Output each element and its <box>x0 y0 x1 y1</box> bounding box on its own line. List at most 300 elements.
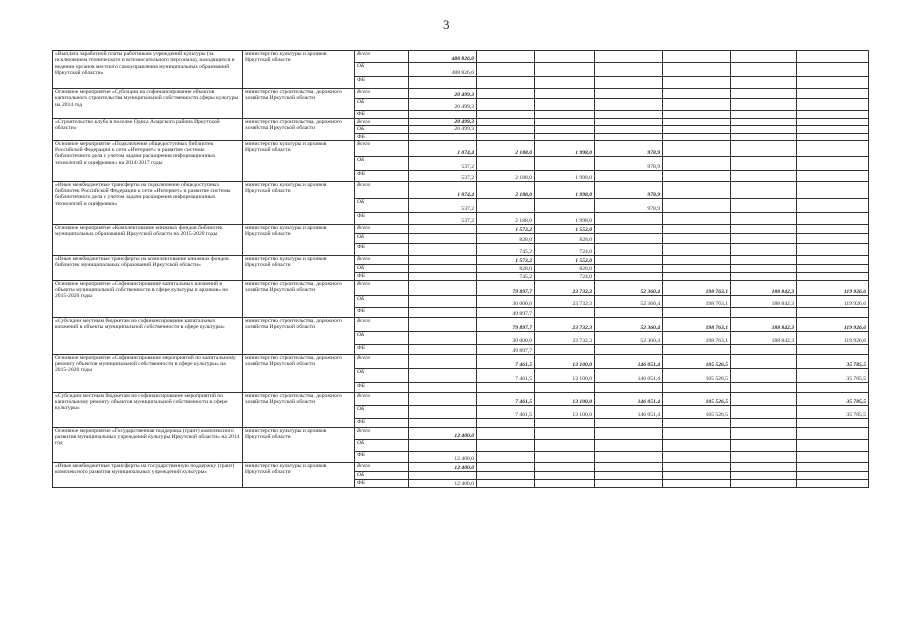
amount-cell <box>731 354 797 368</box>
amount-cell <box>535 156 595 170</box>
funding-source: ФБ <box>355 133 409 140</box>
amount-cell <box>663 89 731 99</box>
executor: министерство строительства, дорожного хозяйства Иркутской области <box>243 317 355 354</box>
page-number: 3 <box>443 17 450 32</box>
amount-cell <box>535 89 595 99</box>
amount-cell: 20 499,3 <box>409 89 477 99</box>
amount-cell <box>409 382 477 392</box>
amount-cell <box>595 439 663 451</box>
amount-cell <box>595 471 663 479</box>
amount-cell <box>595 462 663 471</box>
measure-name: «Субсидии местным бюджетам на софинансирование капитальных вложений в объекты муниципальной собственности в сфере культуры» <box>53 317 243 354</box>
amount-cell <box>797 170 869 181</box>
amount-cell: 828,0 <box>535 264 595 272</box>
amount-cell <box>409 264 477 272</box>
measure-name: Основное мероприятие «Софинансирование мероприятий по капитальному ремонту объектов муниципальной собственности в сфере культуры» на 2015-2020 годы <box>53 354 243 392</box>
amount-cell <box>663 307 731 317</box>
amount-cell: 23 732,3 <box>535 317 595 331</box>
amount-cell <box>409 354 477 368</box>
amount-cell <box>535 479 595 487</box>
amount-cell: 745,2 <box>477 243 535 255</box>
amount-cell <box>731 77 797 89</box>
table-row <box>53 354 869 368</box>
amount-cell <box>797 77 869 89</box>
amount-cell <box>535 119 595 126</box>
amount-cell: 978,9 <box>595 140 663 156</box>
amount-cell <box>409 280 477 295</box>
funding-source: ОБ <box>355 439 409 451</box>
funding-source: ФБ <box>355 272 409 280</box>
amount-cell <box>797 198 869 212</box>
amount-cell <box>797 382 869 392</box>
amount-cell <box>595 344 663 354</box>
amount-cell: 52 360,4 <box>595 295 663 307</box>
amount-cell <box>595 272 663 280</box>
amount-cell: 119 926,6 <box>797 280 869 295</box>
funding-source: Всего <box>355 181 409 198</box>
amount-cell <box>409 317 477 331</box>
amount-cell: 1 552,0 <box>535 224 595 233</box>
funding-source: ОБ <box>355 471 409 479</box>
funding-source: ОБ <box>355 198 409 212</box>
amount-cell: 12 400,0 <box>409 462 477 471</box>
measure-name: «Иные межбюджетные трансферты на подключение общедоступных библиотек Российской Федерации к сети «Интернет» и развитие системы библиотечного дела с учетом задачи расширения информационных технологий и оцифровки» <box>53 181 243 224</box>
amount-cell <box>663 63 731 77</box>
amount-cell <box>797 462 869 471</box>
funding-source: ОБ <box>355 63 409 77</box>
amount-cell <box>595 212 663 224</box>
amount-cell <box>477 51 535 63</box>
amount-cell: 35 785,5 <box>797 368 869 382</box>
amount-cell <box>797 272 869 280</box>
amount-cell <box>477 471 535 479</box>
funding-source: ФБ <box>355 111 409 119</box>
amount-cell <box>797 99 869 111</box>
amount-cell: 537,2 <box>409 156 477 170</box>
amount-cell <box>409 77 477 89</box>
amount-cell: 23 732,3 <box>535 331 595 344</box>
funding-source: Всего <box>355 255 409 264</box>
funding-source: ОБ <box>355 295 409 307</box>
amount-cell: 20 499,3 <box>409 126 477 133</box>
amount-cell: 978,9 <box>595 198 663 212</box>
measure-name: Основное мероприятие «Государственная поддержка (грант) комплексного развития муниципальных учреждений культуры Иркутской области» на 2014 год <box>53 427 243 462</box>
executor: министерство культуры и архивов Иркутской области <box>243 255 355 280</box>
amount-cell <box>731 51 797 63</box>
amount-cell: 12 400,0 <box>409 451 477 462</box>
amount-cell <box>595 63 663 77</box>
amount-cell: 2 188,0 <box>477 212 535 224</box>
amount-cell <box>663 418 731 427</box>
amount-cell <box>663 462 731 471</box>
table-row <box>53 392 869 405</box>
amount-cell <box>663 344 731 354</box>
amount-cell: 188 842,3 <box>731 331 797 344</box>
amount-cell: 1 573,2 <box>477 224 535 233</box>
amount-cell <box>731 462 797 471</box>
amount-cell: 35 785,5 <box>797 405 869 418</box>
executor: министерство строительства, дорожного хозяйства Иркутской области <box>243 89 355 119</box>
amount-cell <box>477 451 535 462</box>
amount-cell <box>663 133 731 140</box>
amount-cell <box>595 77 663 89</box>
amount-cell <box>535 418 595 427</box>
measure-name: «Субсидии местным бюджетам на софинансирование мероприятий по капитальному ремонту объектов муниципальной собственности в сфере культуры» <box>53 392 243 427</box>
amount-cell <box>797 51 869 63</box>
amount-cell <box>477 89 535 99</box>
amount-cell <box>731 133 797 140</box>
amount-cell <box>595 99 663 111</box>
amount-cell <box>797 156 869 170</box>
funding-source: Всего <box>355 354 409 368</box>
table-row <box>53 224 869 233</box>
amount-cell <box>477 479 535 487</box>
amount-cell <box>409 224 477 233</box>
amount-cell <box>731 140 797 156</box>
amount-cell <box>409 331 477 344</box>
amount-cell: 79 897,7 <box>477 280 535 295</box>
amount-cell <box>731 126 797 133</box>
amount-cell <box>731 344 797 354</box>
amount-cell: 13 100,0 <box>535 368 595 382</box>
amount-cell <box>663 99 731 111</box>
amount-cell <box>797 133 869 140</box>
amount-cell: 7 461,5 <box>477 392 535 405</box>
amount-cell: 119 926,6 <box>797 317 869 331</box>
amount-cell: 20 499,3 <box>409 99 477 111</box>
amount-cell <box>797 427 869 439</box>
amount-cell: 537,2 <box>409 170 477 181</box>
amount-cell <box>663 264 731 272</box>
table-row <box>53 181 869 198</box>
amount-cell <box>477 63 535 77</box>
amount-cell: 49 897,7 <box>477 344 535 354</box>
amount-cell <box>663 224 731 233</box>
amount-cell <box>731 119 797 126</box>
amount-cell: 35 785,5 <box>797 392 869 405</box>
amount-cell <box>663 382 731 392</box>
amount-cell <box>797 181 869 198</box>
measure-name: «Выплата заработной платы работникам учреждений культуры (за исключением технического и вспомогательного персонала), находящихся в ведении органов местного самоуправления муниципальных образований Иркутской области» <box>53 51 243 89</box>
measure-name: «Иные межбюджетные трансферты на комплектование книжных фондов библиотек муниципальных образований Иркутской области» <box>53 255 243 280</box>
amount-cell: 119 926,6 <box>797 331 869 344</box>
funding-source: ОБ <box>355 368 409 382</box>
amount-cell <box>477 439 535 451</box>
amount-cell <box>731 181 797 198</box>
amount-cell: 198 763,1 <box>663 295 731 307</box>
measure-name: Основное мероприятие «Подключение общедоступных библиотек Российской Федерации к сети «Интернет» и развитие системы библиотечного дела с учетом задачи расширения информационных технологий и оцифровки» на 2014-2017 годы <box>53 140 243 181</box>
amount-cell: 35 785,5 <box>797 354 869 368</box>
table-row <box>53 51 869 63</box>
amount-cell <box>797 243 869 255</box>
funding-source: Всего <box>355 89 409 99</box>
amount-cell: 1 998,0 <box>535 212 595 224</box>
amount-cell <box>797 451 869 462</box>
executor: министерство строительства, дорожного хозяйства Иркутской области <box>243 392 355 427</box>
amount-cell: 1 074,4 <box>409 181 477 198</box>
executor: министерство культуры и архивов Иркутской области <box>243 51 355 89</box>
funding-source: ФБ <box>355 418 409 427</box>
amount-cell <box>409 272 477 280</box>
amount-cell <box>731 307 797 317</box>
amount-cell <box>477 119 535 126</box>
amount-cell <box>731 382 797 392</box>
executor: министерство культуры и архивов Иркутской области <box>243 224 355 255</box>
amount-cell: 537,2 <box>409 198 477 212</box>
amount-cell <box>663 471 731 479</box>
amount-cell <box>663 126 731 133</box>
amount-cell <box>663 427 731 439</box>
amount-cell: 20 499,3 <box>409 119 477 126</box>
amount-cell <box>797 307 869 317</box>
amount-cell <box>409 111 477 119</box>
amount-cell <box>731 439 797 451</box>
amount-cell <box>409 307 477 317</box>
amount-cell: 23 732,3 <box>535 280 595 295</box>
amount-cell <box>409 255 477 264</box>
amount-cell: 30 000,0 <box>477 331 535 344</box>
table-row <box>53 140 869 156</box>
amount-cell: 12 400,0 <box>409 479 477 487</box>
amount-cell <box>595 307 663 317</box>
amount-cell <box>731 198 797 212</box>
amount-cell <box>535 63 595 77</box>
amount-cell: 105 526,5 <box>663 368 731 382</box>
executor: министерство культуры и архивов Иркутской области <box>243 140 355 181</box>
amount-cell: 488 826,0 <box>409 63 477 77</box>
amount-cell <box>535 111 595 119</box>
amount-cell: 978,9 <box>595 156 663 170</box>
amount-cell <box>663 181 731 198</box>
amount-cell <box>731 99 797 111</box>
funding-source: ФБ <box>355 344 409 354</box>
measure-name: Основное мероприятие «Софинансирование капитальных вложений в объекты муниципальной собственности в сфере культуры и архивов» на 2015-2020 годы <box>53 280 243 317</box>
amount-cell <box>731 405 797 418</box>
amount-cell <box>535 133 595 140</box>
amount-cell <box>731 224 797 233</box>
amount-cell: 105 526,5 <box>663 354 731 368</box>
executor: министерство культуры и архивов Иркутской области <box>243 462 355 487</box>
amount-cell <box>731 471 797 479</box>
funding-source: Всего <box>355 119 409 126</box>
funding-source: ОБ <box>355 264 409 272</box>
amount-cell: 30 000,0 <box>477 295 535 307</box>
amount-cell <box>409 418 477 427</box>
amount-cell: 828,0 <box>477 264 535 272</box>
table-row <box>53 462 869 471</box>
funding-source: ОБ <box>355 233 409 243</box>
amount-cell: 146 051,4 <box>595 405 663 418</box>
funding-table <box>52 50 869 488</box>
amount-cell: 198 763,1 <box>663 331 731 344</box>
amount-cell <box>595 170 663 181</box>
amount-cell: 146 051,4 <box>595 368 663 382</box>
amount-cell: 1 573,2 <box>477 255 535 264</box>
amount-cell: 488 826,0 <box>409 51 477 63</box>
amount-cell <box>663 255 731 264</box>
funding-source: Всего <box>355 427 409 439</box>
amount-cell: 724,0 <box>535 243 595 255</box>
amount-cell <box>731 111 797 119</box>
amount-cell: 1 998,0 <box>535 140 595 156</box>
amount-cell: 1 552,0 <box>535 255 595 264</box>
amount-cell <box>535 471 595 479</box>
amount-cell <box>595 126 663 133</box>
amount-cell <box>797 63 869 77</box>
amount-cell: 146 051,4 <box>595 392 663 405</box>
amount-cell: 828,0 <box>477 233 535 243</box>
amount-cell <box>595 264 663 272</box>
amount-cell <box>731 418 797 427</box>
amount-cell <box>731 368 797 382</box>
executor: министерство культуры и архивов Иркутской области <box>243 181 355 224</box>
amount-cell <box>535 307 595 317</box>
amount-cell: 7 461,5 <box>477 354 535 368</box>
funding-source: ОБ <box>355 156 409 170</box>
funding-source: ОБ <box>355 99 409 111</box>
amount-cell <box>409 233 477 243</box>
amount-cell: 23 732,3 <box>535 295 595 307</box>
amount-cell <box>663 198 731 212</box>
amount-cell: 13 100,0 <box>535 354 595 368</box>
amount-cell: 49 897,7 <box>477 307 535 317</box>
executor: министерство строительства, дорожного хозяйства Иркутской области <box>243 354 355 392</box>
funding-source: ФБ <box>355 170 409 181</box>
table-row <box>53 119 869 126</box>
amount-cell: 537,2 <box>409 212 477 224</box>
amount-cell <box>595 451 663 462</box>
amount-cell <box>797 126 869 133</box>
amount-cell: 828,0 <box>535 233 595 243</box>
table-row <box>53 317 869 331</box>
amount-cell <box>535 51 595 63</box>
funding-source: Всего <box>355 224 409 233</box>
amount-cell <box>535 198 595 212</box>
amount-cell <box>477 462 535 471</box>
amount-cell <box>797 255 869 264</box>
amount-cell <box>663 243 731 255</box>
funding-source: Всего <box>355 392 409 405</box>
amount-cell <box>663 51 731 63</box>
amount-cell <box>595 479 663 487</box>
amount-cell: 1 998,0 <box>535 170 595 181</box>
amount-cell <box>731 392 797 405</box>
funding-source: Всего <box>355 51 409 63</box>
amount-cell <box>409 295 477 307</box>
amount-cell: 13 100,0 <box>535 392 595 405</box>
amount-cell <box>731 427 797 439</box>
amount-cell <box>535 382 595 392</box>
amount-cell: 188 842,3 <box>731 317 797 331</box>
funding-source: ФБ <box>355 451 409 462</box>
amount-cell <box>663 479 731 487</box>
amount-cell: 1 998,0 <box>535 181 595 198</box>
amount-cell <box>663 439 731 451</box>
executor: министерство строительства, дорожного хозяйства Иркутской области <box>243 119 355 141</box>
amount-cell <box>731 156 797 170</box>
amount-cell <box>797 439 869 451</box>
amount-cell <box>535 99 595 111</box>
amount-cell: 198 763,1 <box>663 317 731 331</box>
amount-cell <box>595 89 663 99</box>
funding-source: ФБ <box>355 77 409 89</box>
funding-source: ОБ <box>355 126 409 133</box>
amount-cell: 2 188,0 <box>477 170 535 181</box>
amount-cell <box>477 418 535 427</box>
amount-cell <box>595 418 663 427</box>
amount-cell <box>535 451 595 462</box>
amount-cell <box>797 233 869 243</box>
amount-cell <box>409 368 477 382</box>
amount-cell <box>797 471 869 479</box>
amount-cell <box>663 272 731 280</box>
executor: министерство строительства, дорожного хозяйства Иркутской области <box>243 280 355 317</box>
amount-cell: 12 400,0 <box>409 427 477 439</box>
amount-cell <box>663 111 731 119</box>
amount-cell <box>595 133 663 140</box>
amount-cell <box>731 212 797 224</box>
funding-source: ФБ <box>355 307 409 317</box>
amount-cell <box>477 156 535 170</box>
amount-cell <box>595 224 663 233</box>
amount-cell <box>409 392 477 405</box>
amount-cell: 79 897,7 <box>477 317 535 331</box>
amount-cell: 52 360,4 <box>595 280 663 295</box>
amount-cell <box>595 233 663 243</box>
amount-cell: 105 526,5 <box>663 392 731 405</box>
amount-cell <box>595 51 663 63</box>
funding-source: ФБ <box>355 212 409 224</box>
amount-cell <box>595 382 663 392</box>
amount-cell <box>535 439 595 451</box>
table-row <box>53 89 869 99</box>
funding-source: ОБ <box>355 405 409 418</box>
amount-cell <box>663 233 731 243</box>
amount-cell <box>731 233 797 243</box>
amount-cell <box>797 119 869 126</box>
amount-cell <box>731 272 797 280</box>
amount-cell: 724,0 <box>535 272 595 280</box>
amount-cell <box>477 427 535 439</box>
amount-cell <box>797 111 869 119</box>
amount-cell <box>595 243 663 255</box>
amount-cell <box>731 89 797 99</box>
amount-cell <box>731 63 797 77</box>
amount-cell <box>535 77 595 89</box>
amount-cell <box>535 126 595 133</box>
amount-cell <box>663 212 731 224</box>
amount-cell <box>731 255 797 264</box>
amount-cell <box>595 111 663 119</box>
amount-cell <box>477 382 535 392</box>
amount-cell <box>731 243 797 255</box>
amount-cell <box>797 479 869 487</box>
amount-cell <box>731 479 797 487</box>
amount-cell <box>731 451 797 462</box>
funding-source: ОБ <box>355 331 409 344</box>
amount-cell <box>797 224 869 233</box>
amount-cell <box>797 89 869 99</box>
amount-cell <box>663 170 731 181</box>
amount-cell: 188 842,3 <box>731 295 797 307</box>
amount-cell <box>409 344 477 354</box>
amount-cell <box>477 111 535 119</box>
amount-cell <box>595 427 663 439</box>
funding-source: ФБ <box>355 243 409 255</box>
amount-cell: 978,9 <box>595 181 663 198</box>
measure-name: Основное мероприятие «Комплектование книжных фондов библиотек муниципальных образований Иркутской области на 2015-2020 годы <box>53 224 243 255</box>
amount-cell <box>595 119 663 126</box>
